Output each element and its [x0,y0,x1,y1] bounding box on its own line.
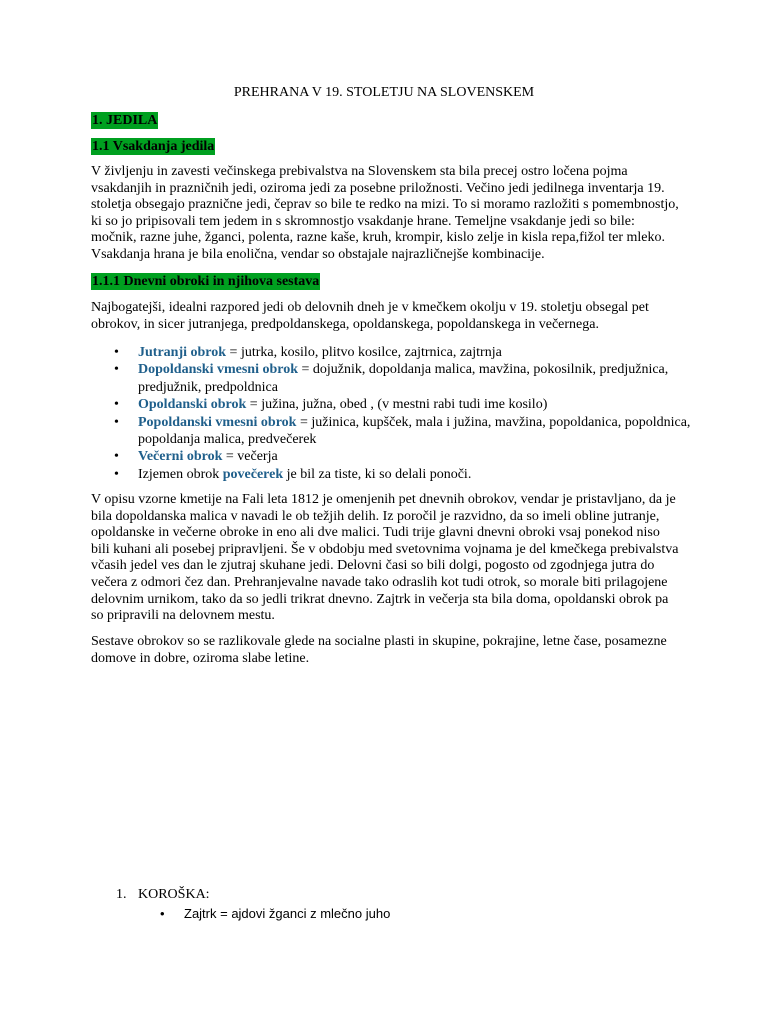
paragraph-razpored-jedi: Najbogatejši, idealni razpored jedi ob delovnih dneh je v kmečkem okolju v 19. stoletju obsegal pet obrokov, in sicer jutranjega, predpoldanskega, opoldanskega, popoldanskega in večernega. [91,300,649,332]
document-title: PREHRANA V 19. STOLETJU NA SLOVENSKEM [233,85,535,100]
paragraph-vzorna-kmetija: V opisu vzorne kmetije na Fali leta 1812 je omenjenih pet dnevnih obrokov, vendar je pristavljano, da je bila dopoldanska malica v navadi le ob težjih delih. Iz poročil je razvidno, da so imeli obline jutranje, opoldanske in večerne obroke in eno ali dve malici. Tudi trije glavni dnevni obroki vsaj ponekod niso bili kuhani ali posebej pripravljeni. Še v obdobju med svetovnima vojnama je del kmečkega prebivalstva včasih jedel ves dan le zjutraj skuhane jedi. Delovni časi so bili dolgi, pogosto od zgodnjega jutra do večera z odmori čez dan. Prehranjevalne navade tako odraslih kot tudi otrok, so morale biti prilagojene delovnim urnikom, tako da so jedli trikrat dnevno. Zajtrk in večerja sta bila doma, opoldanski obrok pa so pripravili na delovnem mestu. [91,492,679,624]
meal-term: Večerni obrok [138,449,223,465]
bullet-icon: • [114,345,119,360]
meal-prefix: Izjemen obrok [138,466,223,482]
list-item [91,396,691,413]
list-item [91,344,691,361]
list-item [91,361,691,396]
meal-term: Popoldanski vmesni obrok [138,414,297,430]
list-item [91,414,691,449]
sub-list-item [160,906,390,923]
meal-description: = večerja [222,449,278,465]
meal-description: = jutrka, kosilo, plitvo kosilce, zajtrnica, zajtrnja [226,345,502,360]
sub-item-text: Zajtrk = ajdovi žganci z mlečno juho [184,906,391,921]
numbered-label: KOROŠKA: [138,887,210,902]
numbered-item-koroska [116,886,210,903]
meal-description: je bil za tiste, ki so delali ponoči. [283,466,472,482]
meal-term: Opoldanski obrok [138,397,247,413]
bullet-icon: • [160,906,165,921]
paragraph-sestave-obrokov: Sestave obrokov so se razlikovale glede na socialne plasti in skupine, pokrajine, letne čase, posamezne domove in dobre, oziroma slabe letine. [91,634,667,666]
meal-list [91,344,691,483]
meal-term: povečerek [222,466,284,482]
paragraph-vsakdanja-jedila: V življenju in zavesti večinskega prebivalstva na Slovenskem sta bila precej ostro ločena pojma vsakdanjih in prazničnih jedi, oziroma jedi za posebne priložnosti. Večino jedi jedilnega inventarja 19. stoletja obsegajo praznične jedi, čeprav so bile te redko na mizi. To si moramo razložiti s pomembnostjo, ki so jo pripisovali tem jedem in s skromnostjo vsakdanje hrane. Temeljne vsakdanje jedi so bile: močnik, razne juhe, žganci, polenta, razne kaše, kruh, krompir, kislo zelje in kisla repa,fižol ter mleko. Vsakdanja hrana je bila enolična, vendar so obstajale najrazličnejše kombinacije. [91,164,679,262]
list-number: 1. [116,887,127,902]
meal-description: = dojužnik, dopoldanja malica, mavžina, pokosilnik, predjužnica, predjužnik, predpoldnica [138,362,669,395]
meal-description: = južina, južna, obed , (v mestni rabi tudi ime kosilo) [246,397,548,413]
bullet-icon: • [114,466,119,482]
heading-vsakdanja-jedila: 1.1 Vsakdanja jedila [92,139,215,154]
bullet-icon: • [114,414,119,430]
list-item [91,448,691,465]
bullet-icon: • [114,449,119,465]
meal-term: Dopoldanski vmesni obrok [138,362,299,378]
meal-term: Jutranji obrok [138,345,227,360]
meal-description: = južinica, kupšček, mala i južina, mavžina, popoldanica, popoldnica, popoldanja malica, predvečerek [138,414,691,448]
list-item [91,466,691,483]
heading-dnevni-obroki: 1.1.1 Dnevni obroki in njihova sestava [92,274,320,289]
bullet-icon: • [114,397,119,413]
bullet-icon: • [114,362,119,378]
heading-jedila: 1. JEDILA [92,113,158,128]
